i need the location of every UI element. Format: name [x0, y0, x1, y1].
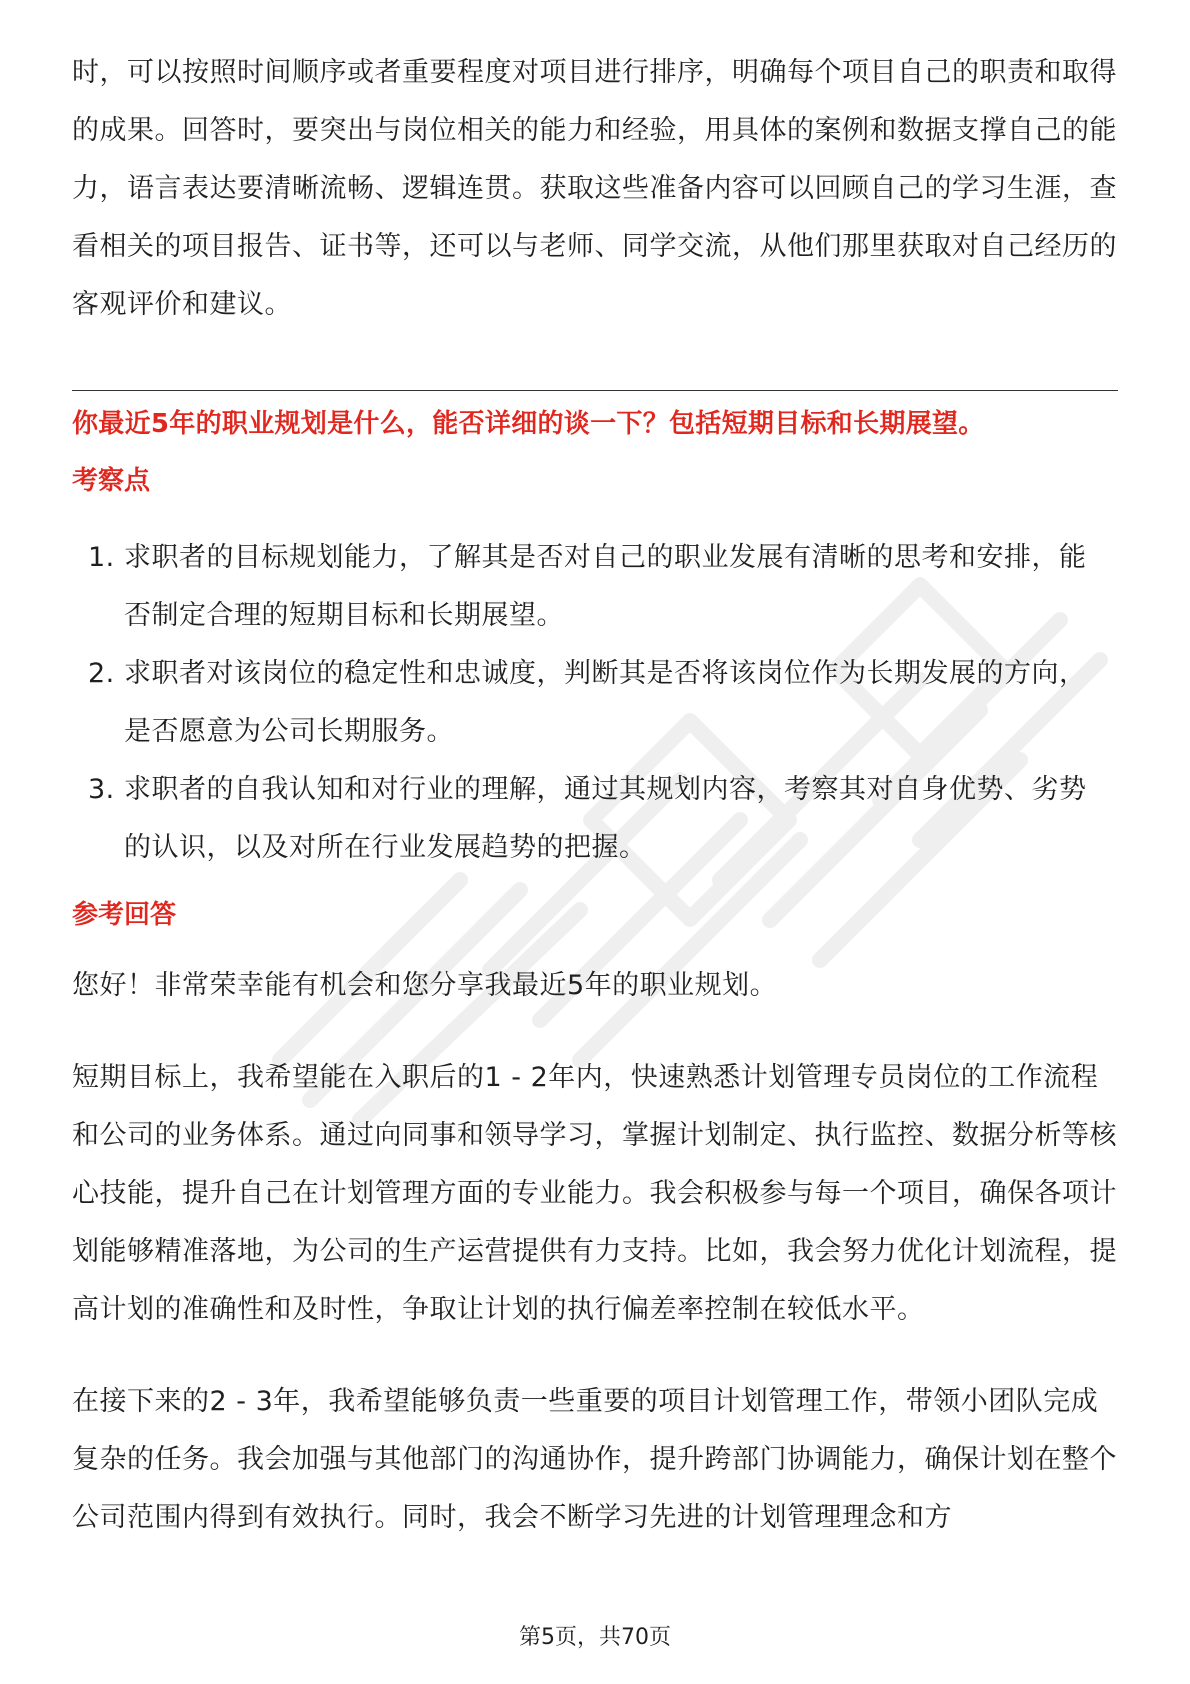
assessment-title: 考察点: [72, 466, 151, 496]
section-divider: [72, 390, 1118, 391]
answer-greeting: 您好！非常荣幸能有机会和您分享我最近5年的职业规划。: [72, 970, 778, 1001]
point-text: 求职者的目标规划能力，了解其是否对自己的职业发展有清晰的思考和安排，能否制定合理的短期目标和长期展望。: [124, 542, 1087, 631]
point-number: 1.: [88, 542, 115, 573]
point-number: 3.: [88, 774, 115, 805]
page-number-footer: 第5页，共70页: [519, 1625, 671, 1650]
answer-title: 参考回答: [72, 900, 177, 930]
assessment-point-1: [72, 529, 1118, 645]
content-area: [72, 44, 1118, 1581]
intro-paragraph: 时，可以按照时间顺序或者重要程度对项目进行排序，明确每个项目自己的职责和取得的成果。回答时，要突出与岗位相关的能力和经验，用具体的案例和数据支撑自己的能力，语言表达要清晰流畅、逻辑连贯。获取这些准备内容可以回顾自己的学习生涯，查看相关的项目报告、证书等，还可以与老师、同学交流，从他们那里获取对自己经历的客观评价和建议。: [72, 57, 1117, 320]
point-text: 求职者对该岗位的稳定性和忠诚度，判断其是否将该岗位作为长期发展的方向，是否愿意为公司长期服务。: [124, 658, 1087, 747]
assessment-point-3: [72, 761, 1118, 877]
question-heading: 你最近5年的职业规划是什么，能否详细的谈一下？包括短期目标和长期展望。: [72, 409, 985, 439]
answer-paragraph-1: 短期目标上，我希望能在入职后的1 - 2年内，快速熟悉计划管理专员岗位的工作流程和公司的业务体系。通过向同事和领导学习，掌握计划制定、执行监控、数据分析等核心技能，提升自己在计划管理方面的专业能力。我会积极参与每一个项目，确保各项计划能够精准落地，为公司的生产运营提供有力支持。比如，我会努力优化计划流程，提高计划的准确性和及时性，争取让计划的执行偏差率控制在较低水平。: [72, 1062, 1117, 1325]
assessment-points-list: [72, 529, 1118, 877]
answer-paragraph-2: 在接下来的2 - 3年，我希望能够负责一些重要的项目计划管理工作，带领小团队完成复杂的任务。我会加强与其他部门的沟通协作，提升跨部门协调能力，确保计划在整个公司范围内得到有效执行。同时，我会不断学习先进的计划管理理念和方: [72, 1386, 1117, 1533]
point-text: 求职者的自我认知和对行业的理解，通过其规划内容，考察其对自身优势、劣势的认识，以及对所在行业发展趋势的把握。: [124, 774, 1087, 863]
point-number: 2.: [88, 658, 115, 689]
assessment-point-2: [72, 645, 1118, 761]
